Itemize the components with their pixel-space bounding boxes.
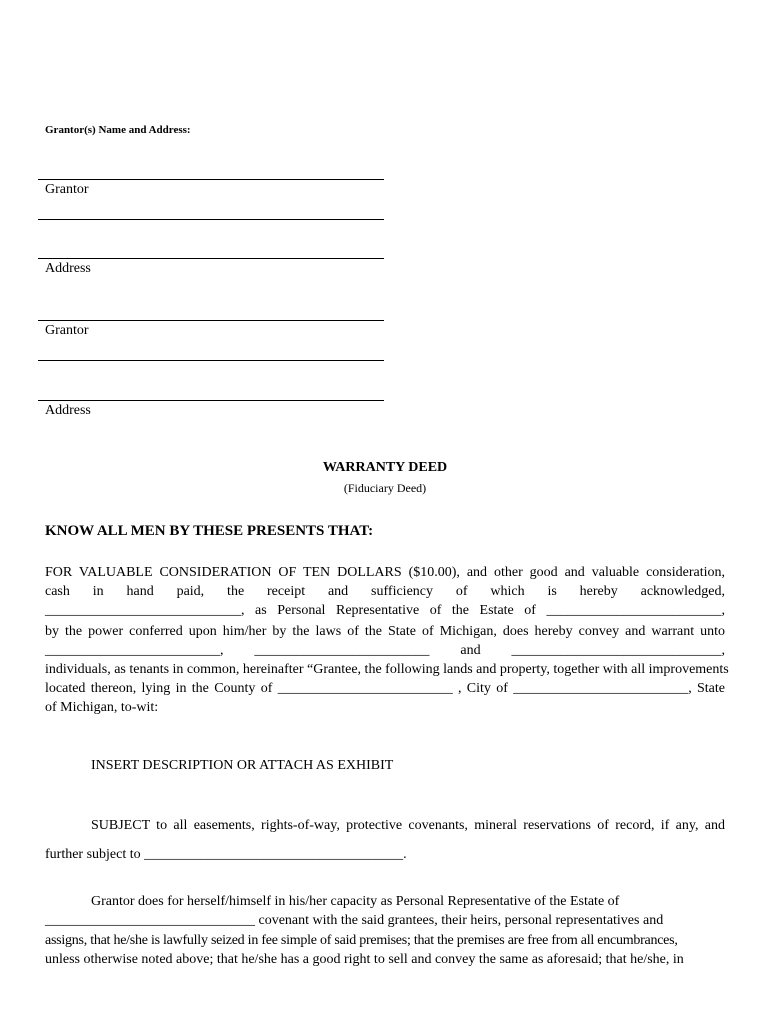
grantor-2-line xyxy=(38,320,384,321)
para1-line: FOR VALUABLE CONSIDERATION OF TEN DOLLARS ($10.00), and other good and valuable consideration, xyxy=(45,565,725,580)
para1-line: of Michigan, to-wit: xyxy=(45,700,159,715)
para1-line: by the power conferred upon him/her by the laws of the State of Michigan, does hereby convey and warrant unto xyxy=(45,624,725,639)
address-2-line-b xyxy=(38,400,384,401)
para1-line: ____________________________, as Personal Representative of the Estate of _________________________, xyxy=(45,603,725,618)
para1-line: _________________________, _________________________ and ______________________________, xyxy=(45,643,725,658)
grantor-2-label: Grantor xyxy=(45,323,89,338)
deed-title: WARRANTY DEED xyxy=(322,460,448,475)
subject-line: SUBJECT to all easements, rights-of-way, protective covenants, mineral reservations of record, if any, and xyxy=(91,818,725,833)
covenant-line: unless otherwise noted above; that he/she has a good right to sell and convey the same as aforesaid; that he/she, in xyxy=(45,952,684,967)
grantor-1-label: Grantor xyxy=(45,182,89,197)
address-1-line-b xyxy=(38,258,384,259)
grantor-header: Grantor(s) Name and Address: xyxy=(45,124,191,136)
para1-line: cash in hand paid, the receipt and sufficiency of which is hereby acknowledged, xyxy=(45,584,725,599)
subject-line: further subject to _____________________________________. xyxy=(45,847,407,862)
preamble: KNOW ALL MEN BY THESE PRESENTS THAT: xyxy=(45,523,374,539)
address-2-line-a xyxy=(38,360,384,361)
covenant-line: assigns, that he/she is lawfully seized in fee simple of said premises; that the premises are free from all encumbrances, xyxy=(45,933,678,948)
covenant-line: Grantor does for herself/himself in his/her capacity as Personal Representative of the Estate of xyxy=(91,894,620,909)
para1-line: individuals, as tenants in common, hereinafter “Grantee, the following lands and property, together with all improvements xyxy=(45,662,729,677)
insert-description: INSERT DESCRIPTION OR ATTACH AS EXHIBIT xyxy=(91,758,394,773)
covenant-line: ______________________________ covenant with the said grantees, their heirs, personal representatives and xyxy=(45,913,664,928)
address-1-line-a xyxy=(38,219,384,220)
para1-line: located thereon, lying in the County of _________________________ , City of _________________________, State xyxy=(45,681,725,696)
grantor-1-line xyxy=(38,179,384,180)
address-2-label: Address xyxy=(45,403,91,418)
address-1-label: Address xyxy=(45,261,91,276)
deed-subtitle: (Fiduciary Deed) xyxy=(343,481,427,495)
